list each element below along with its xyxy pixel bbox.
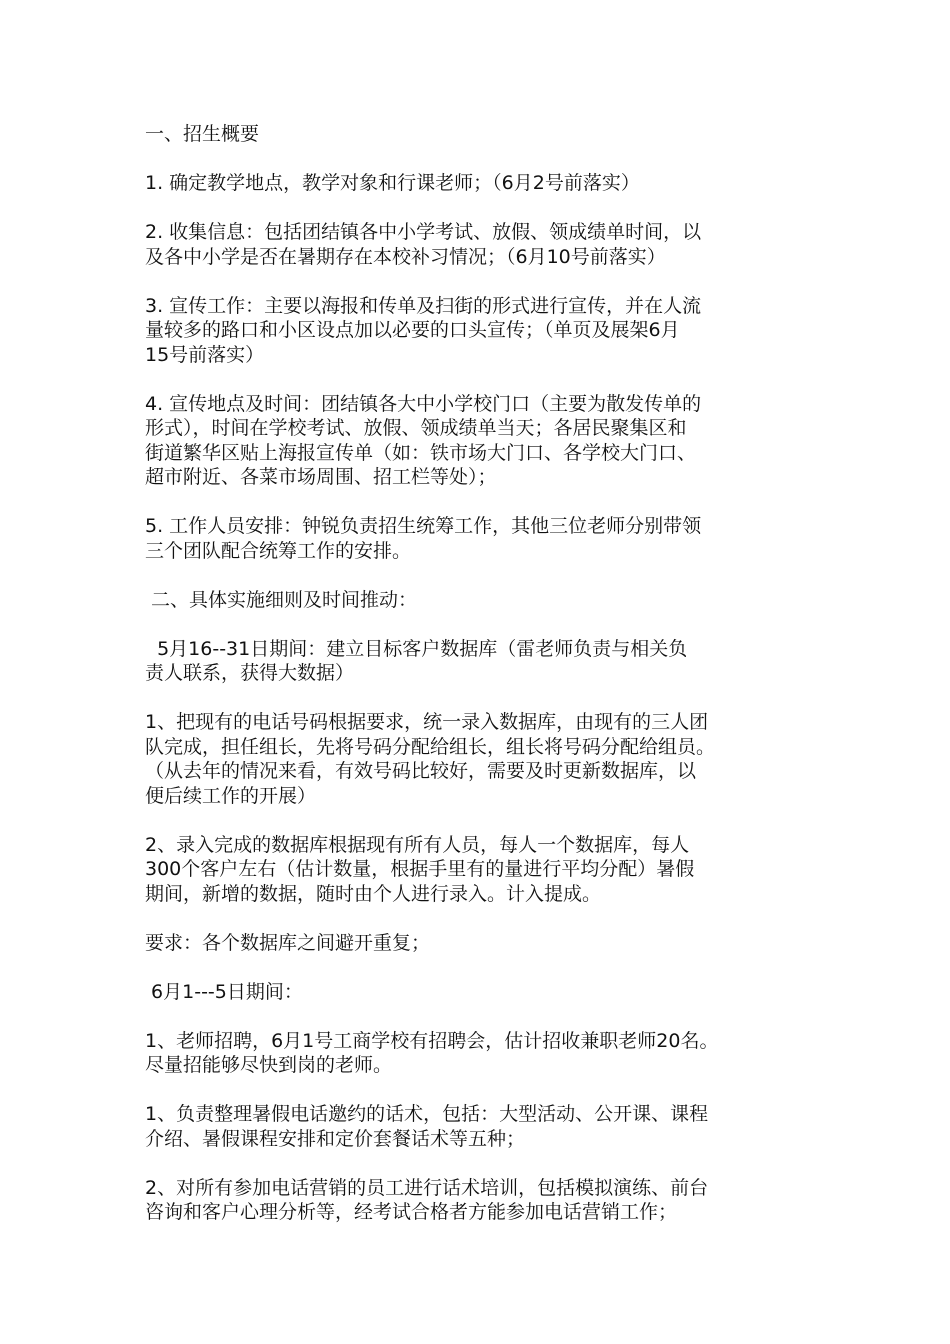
- text-line: 二、具体实施细则及时间推动：: [145, 588, 418, 611]
- paragraph: [145, 931, 810, 956]
- paragraph: [145, 514, 810, 563]
- paragraph: [145, 980, 810, 1005]
- text-line: 街道繁华区贴上海报宣传单（如：铁市场大门口、各学校大门口、: [145, 441, 697, 464]
- text-line: 3. 宣传工作：主要以海报和传单及扫街的形式进行宣传，并在人流: [145, 294, 702, 317]
- paragraph: [145, 833, 810, 907]
- paragraph: [145, 637, 810, 686]
- paragraph: [145, 588, 810, 613]
- text-line: 6月1---5日期间：: [145, 980, 303, 1003]
- text-line: 期间，新增的数据，随时由个人进行录入。计入提成。: [145, 882, 602, 905]
- text-line: 2. 收集信息：包括团结镇各中小学考试、放假、领成绩单时间，以: [145, 221, 702, 243]
- text-line: 三个团队配合统筹工作的安排。: [145, 539, 412, 562]
- text-line: 一、招生概要: [145, 123, 260, 145]
- text-line: 超市附近、各菜市场周围、招工栏等处）；: [145, 466, 497, 488]
- text-line: 及各中小学是否在暑期存在本校补习情况；（6月10号前落实）: [145, 245, 666, 268]
- paragraph: [145, 1102, 810, 1151]
- text-line: 队完成，担任组长，先将号码分配给组长，组长将号码分配给组员。: [145, 735, 716, 758]
- paragraph: [145, 1176, 810, 1225]
- text-line: 形式），时间在学校考试、放假、领成绩单当天；各居民聚集区和: [145, 417, 687, 439]
- paragraph: [145, 1029, 810, 1078]
- text-line: 300个客户左右（估计数量，根据手里有的量进行平均分配）暑假: [145, 858, 695, 880]
- text-line: 责人联系，获得大数据）: [145, 662, 355, 684]
- text-line: 便后续工作的开展）: [145, 784, 317, 807]
- paragraph: [145, 294, 810, 368]
- text-line: 1、负责整理暑假电话邀约的话术，包括：大型活动、公开课、课程: [145, 1103, 709, 1125]
- paragraph: [145, 122, 810, 147]
- text-line: 5. 工作人员安排：钟锐负责招生统筹工作，其他三位老师分别带领: [145, 515, 702, 537]
- paragraph: [145, 171, 810, 196]
- text-line: 1. 确定教学地点，教学对象和行课老师；（6月2号前落实）: [145, 172, 640, 194]
- text-line: 15号前落实）: [145, 343, 265, 366]
- paragraph: [145, 220, 810, 269]
- text-line: 要求：各个数据库之间避开重复；: [145, 931, 431, 954]
- text-line: 尽量招能够尽快到岗的老师。: [145, 1054, 393, 1076]
- text-line: 5月16--31日期间：建立目标客户数据库（雷老师负责与相关负: [145, 637, 688, 660]
- text-line: 量较多的路口和小区设点加以必要的口头宣传；（单页及展架6月: [145, 319, 680, 341]
- text-line: 介绍、暑假课程安排和定价套餐话术等五种；: [145, 1127, 526, 1150]
- text-line: 4. 宣传地点及时间：团结镇各大中小学校门口（主要为散发传单的: [145, 392, 702, 415]
- text-line: 1、老师招聘，6月1号工商学校有招聘会，估计招收兼职老师20名。: [145, 1029, 719, 1052]
- text-line: 2、录入完成的数据库根据现有所有人员，每人一个数据库，每人: [145, 833, 690, 856]
- text-line: 1、把现有的电话号码根据要求，统一录入数据库，由现有的三人团: [145, 711, 709, 733]
- text-line: 咨询和客户心理分析等，经考试合格者方能参加电话营销工作；: [145, 1201, 678, 1223]
- paragraph: [145, 392, 810, 490]
- paragraph: [145, 710, 810, 808]
- document-body: [145, 122, 810, 1249]
- text-line: （从去年的情况来看，有效号码比较好，需要及时更新数据库，以: [145, 760, 697, 782]
- text-line: 2、对所有参加电话营销的员工进行话术培训，包括模拟演练、前台: [145, 1176, 709, 1199]
